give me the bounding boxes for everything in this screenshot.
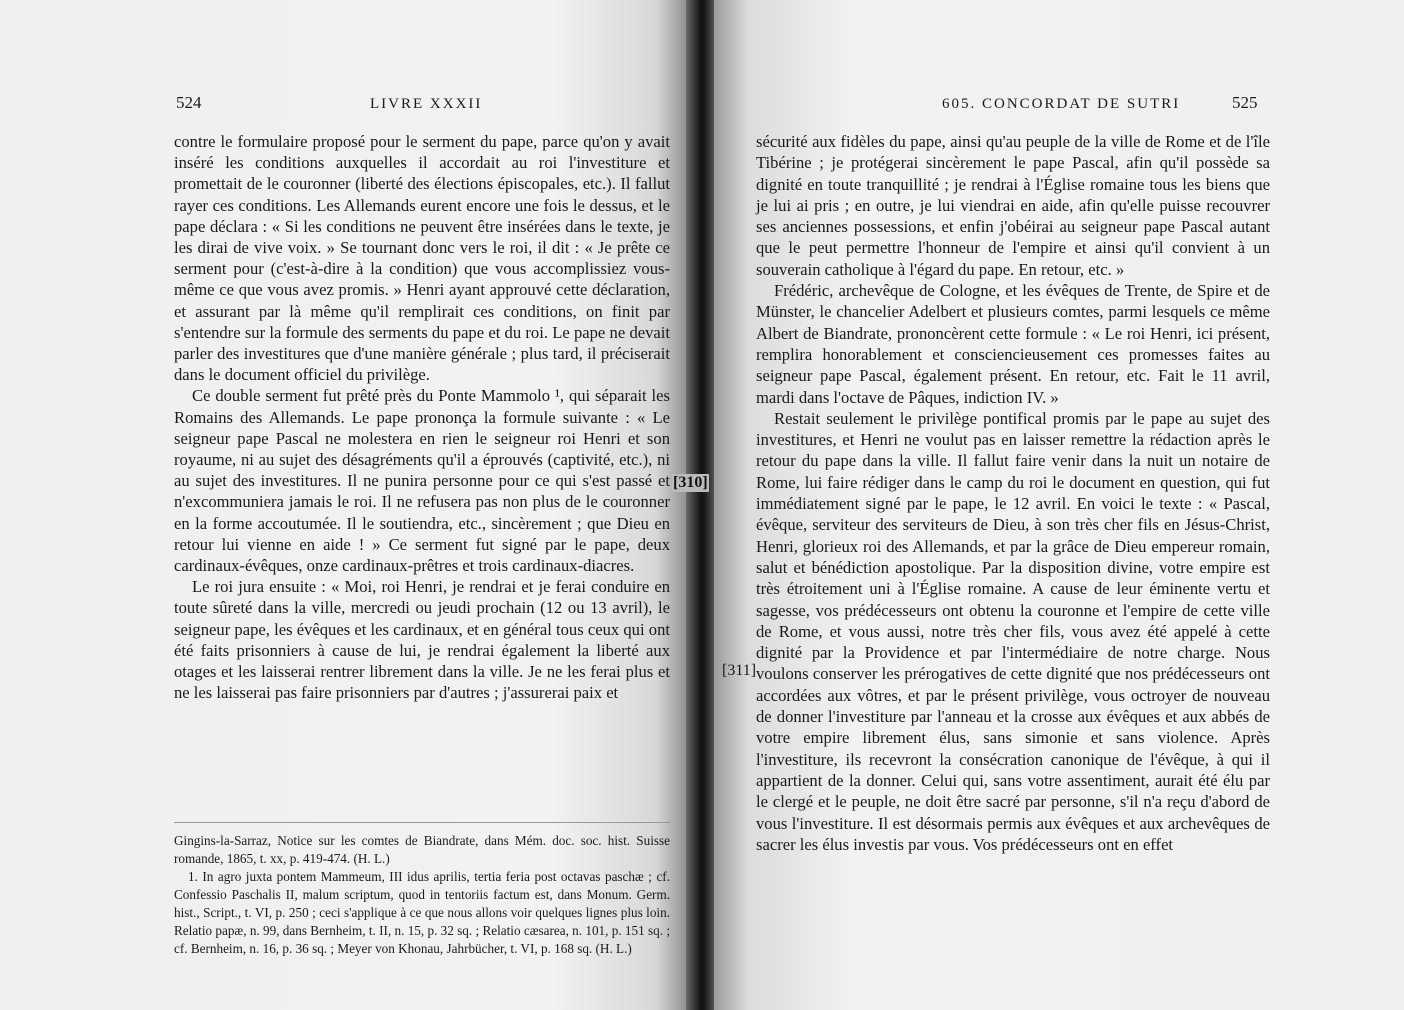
running-head: 605. CONCORDAT DE SUTRI — [942, 96, 1181, 112]
paragraph: Restait seulement le privilège pontifical promis par le pape au sujet des investitures, et Henri ne voulut pas en laisser remettre la rédaction après le retour du pape dans la ville. Il fallut faire venir dans la nuit un notaire de Rome, lui faire rédiger dans le camp du roi le document en question, qui fut immédiatement signé par le pape, le 12 avril. En voici le texte : « Pascal, évêque, serviteur des serviteurs de Dieu, à son très cher fils en Jésus-Christ, Henri, glorieux roi des Allemands, et par la grâce de Dieu empereur romain, salut et bénédiction apostolique. Par la disposition divine, votre empire est très étroitement uni à l'Église romaine. A cause de leur éminente vertu et sagesse, vos prédécesseurs ont obtenu la couronne et l'empire de cette ville de Rome, et vous aussi, notre très cher fils, vous avez été appelé à cette dignité par la Providence et par l'intermédiaire de notre charge. Nous voulons conserver les prérogatives de cette dignité que nos prédécesseurs ont accordées aux vôtres, et par le présent privilège, vous octroyer de nouveau de donner l'investiture par l'anneau et la crosse aux évêques et aux abbés de votre empire librement élus, sans simonie et sans violence. Après l'investiture, ils recevront la consécration canonique de l'évêque, à qui il appartient de la donner. Celui qui, sans votre assentiment, aurait été élu par le clergé et le peuple, ne doit être sacré par personne, s'il n'a reçu d'abord de vous l'investiture. Il est désormais permis aux évêques et aux archevêques de sacrer les élus investis par vous. Vos prédécesseurs ont en effet — [756, 408, 1270, 854]
paragraph: sécurité aux fidèles du pape, ainsi qu'au peuple de la ville de Rome et de l'île Tibérine ; je protégerai sincèrement le pape Pascal, afin qu'il possède sa dignité en toute tranquillité ; je rendrai à l'Église romaine tous les biens que je lui ai pris ; en outre, je lui viendrai en aide, afin qu'elle puisse recouvrer ses anciennes possessions, et enfin j'obéirai au seigneur pape Pascal autant que le peut permettre l'honneur de l'empire et ainsi qu'il convient à un souverain catholique à l'égard du pape. En retour, etc. » — [756, 132, 1270, 279]
running-head: LIVRE XXXII — [370, 96, 483, 112]
footnote-divider — [174, 822, 670, 823]
footnote: 1. In agro juxta pontem Mammeum, III idus aprilis, tertia feria post octavas paschæ ; cf. Confessio Paschalis II, malum scriptum, quod in tentoriis factum est, dans Monum. Germ. hist., Script., t. VI, p. 250 ; ceci s'applique à ce que nous allons voir quelques lignes plus loin. Relatio papæ, n. 99, dans Bernheim, t. II, n. 15, p. 32 sq. ; Relatio cæsarea, n. 101, p. 151 sq. ; cf. Bernheim, n. 16, p. 36 sq. ; Meyer von Khonau, Jahrbücher, t. VI, p. 168 sq. (H. L.) — [174, 869, 670, 956]
margin-page-ref: [311] — [722, 662, 757, 679]
page-number: 525 — [1232, 93, 1258, 112]
left-body-text — [174, 131, 670, 703]
paragraph: Ce double serment fut prêté près du Ponte Mammolo ¹, qui séparait les Romains des Allemands. Le pape prononça la formule suivante : « Le seigneur pape Pascal ne molestera en rien le seigneur roi Henri et son royaume, ni au sujet des désagréments qu'il a éprouvés (captivité, etc.), ni au sujet des investitures. Il ne punira personne pour ce qui s'est passé et n'excommuniera jamais le roi. Il ne refusera pas non plus de le couronner en la forme accoutumée. Il le soutiendra, etc., sincèrement ; que Dieu en retour lui vienne en aide ! » Ce serment fut signé par le pape, deux cardinaux-évêques, onze cardinaux-prêtres et trois cardinaux-diacres. — [174, 386, 670, 576]
page-number: 524 — [176, 93, 202, 112]
footnote: Gingins-la-Sarraz, Notice sur les comtes de Biandrate, dans Mém. doc. soc. hist. Suisse romande, 1865, t. xx, p. 419-474. (H. L.) — [174, 833, 670, 866]
margin-page-ref: [310] — [673, 474, 708, 491]
paragraph: contre le formulaire proposé pour le serment du pape, parce qu'on y avait inséré les conditions auxquelles il accordait au roi l'investiture et promettait de le couronner (liberté des élections épiscopales, etc.). Il fallut rayer ces conditions. Les Allemands eurent encore une fois le dessus, et le pape déclara : « Si les conditions ne peuvent être insérées dans le texte, je les dirai de vive voix. » Se tournant donc vers le roi, il dit : « Je prête ce serment pour (c'est-à-dire à la condition) que vous accomplissiez vous-même ce que vous avez promis. » Henri ayant approuvé cette déclaration, et assurant par là même qu'il remplirait ces conditions, on finit par s'entendre sur la formule des serments du pape et du roi. Le pape ne devait parler des investitures que d'une manière générale ; plus tard, il préciserait dans le document officiel du privilège. — [174, 132, 670, 385]
paragraph: Le roi jura ensuite : « Moi, roi Henri, je rendrai et je ferai conduire en toute sûreté dans la ville, mercredi ou jeudi prochain (12 ou 13 avril), le seigneur pape, les évêques et les cardinaux, et en général tous ceux qui ont été faits prisonniers à cause de lui, je rendrai également la liberté aux otages et les laisserai rentrer librement dans la ville. Je ne les ferai plus et ne les laisserai pas faire prisonniers par d'autres ; j'assurerai paix et — [174, 577, 670, 703]
footnotes — [174, 832, 670, 958]
paragraph: Frédéric, archevêque de Cologne, et les évêques de Trente, de Spire et de Münster, le chancelier Adelbert et plusieurs comtes, parmi lesquels ce même Albert de Biandrate, prononcèrent cette formule : « Le roi Henri, ici présent, remplira honorablement et consciencieusement ces promesses faites au seigneur pape Pascal, également présent. En retour, etc. Fait le 11 avril, mardi dans l'octave de Pâques, indiction IV. » — [756, 281, 1270, 407]
left-page — [0, 0, 690, 1010]
right-page — [714, 0, 1404, 1010]
right-body-text — [756, 131, 1270, 855]
